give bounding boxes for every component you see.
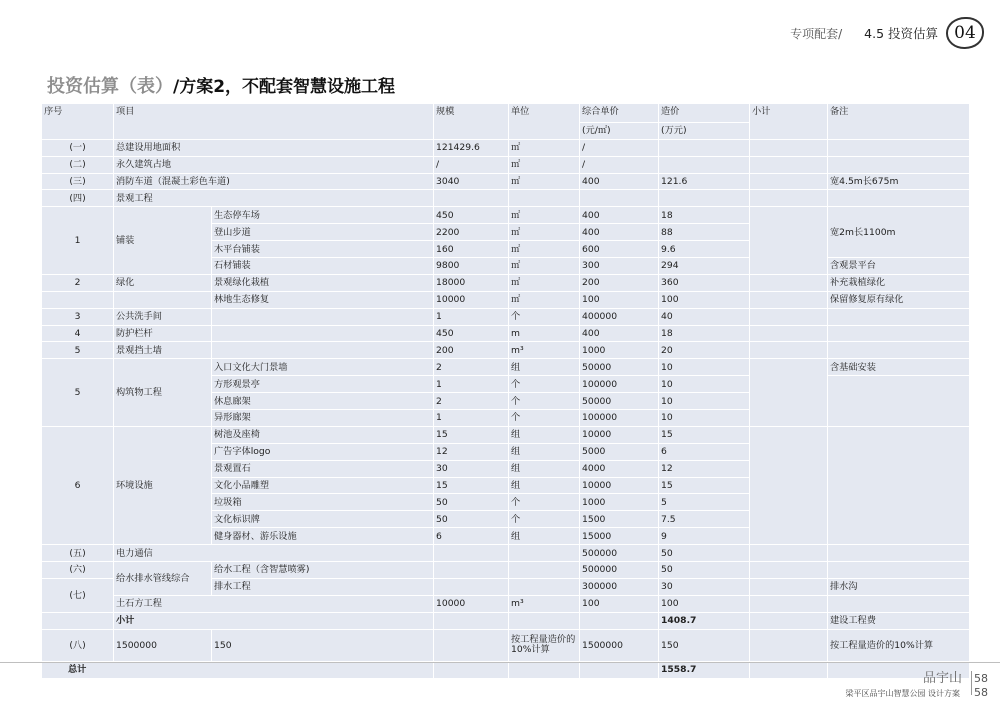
- cell-scale: 15: [434, 477, 509, 494]
- cell-scale: 450: [434, 207, 509, 224]
- cell-scale: 121429.6: [434, 139, 509, 156]
- cell-price: 600: [580, 241, 659, 258]
- cell-cost: 10: [659, 410, 750, 427]
- cell-scale: [434, 545, 509, 562]
- cell-subitem: 异形廊架: [212, 410, 434, 427]
- cell-unit: ㎡: [509, 224, 580, 241]
- cell-price: 100000: [580, 376, 659, 393]
- header-unit: 单位: [509, 104, 580, 140]
- cell-unit: [509, 562, 580, 579]
- cell-subtotal: [750, 190, 828, 207]
- table-row: [42, 562, 970, 579]
- cell-scale: 2200: [434, 224, 509, 241]
- cell-price: /: [580, 139, 659, 156]
- cell-subtotal: [750, 342, 828, 359]
- cell-price: 300000: [580, 578, 659, 595]
- cell-item: 给水排水管线综合: [114, 562, 212, 596]
- header-subtotal: 小计: [750, 104, 828, 140]
- cell-cost: 30: [659, 578, 750, 595]
- total-value: 1558.7: [659, 661, 750, 678]
- cell-item: 绿化: [114, 274, 212, 291]
- cell-unit: 个: [509, 511, 580, 528]
- cell-subitem: [212, 325, 434, 342]
- cell-price: 100: [580, 595, 659, 612]
- cell-remark: 含基础安装: [828, 359, 970, 376]
- cell-seq: (七): [42, 578, 114, 612]
- cell-price: 300: [580, 258, 659, 275]
- cell-subtotal: [750, 359, 828, 427]
- table-row: [42, 426, 970, 443]
- header-unit-price-unit: (元/㎡): [580, 122, 659, 139]
- cell-subitem: 健身器材、游乐设施: [212, 528, 434, 545]
- page-title: [47, 72, 395, 98]
- cell-unit: ㎡: [509, 241, 580, 258]
- cell-unit: ㎡: [509, 207, 580, 224]
- cell-cost: 20: [659, 342, 750, 359]
- cell-seq: 5: [42, 342, 114, 359]
- cell-subitem: 给水工程（含智慧喷雾): [212, 562, 434, 579]
- cell-subtotal: [750, 207, 828, 275]
- breadcrumb: 专项配套/: [790, 26, 843, 41]
- table-row: [42, 359, 970, 376]
- cell-seq: (八): [42, 629, 114, 661]
- cell-subtotal: [750, 426, 828, 544]
- cell-cost: 50: [659, 545, 750, 562]
- cell-item: 消防车道（混凝土彩色车道): [114, 173, 434, 190]
- cell-cost: 5: [659, 494, 750, 511]
- subtotal-row: [42, 612, 970, 629]
- cell-price: [580, 612, 659, 629]
- cell-price: 1000: [580, 494, 659, 511]
- total-row: [42, 661, 970, 678]
- cell-seq: 5: [42, 359, 114, 427]
- cell-scale: [434, 562, 509, 579]
- cell-unit: 组: [509, 443, 580, 460]
- cell-scale: 1: [434, 376, 509, 393]
- cell-seq: 4: [42, 325, 114, 342]
- cell-item: [114, 291, 212, 308]
- cell-scale: [434, 612, 509, 629]
- cell-remark: 宽4.5m长675m: [828, 173, 970, 190]
- cell-scale: 450: [434, 325, 509, 342]
- cell-subtotal: [750, 325, 828, 342]
- cell-subitem: 石材铺装: [212, 258, 434, 275]
- cell-subtotal: [750, 629, 828, 661]
- table-row: [42, 291, 970, 308]
- header-scale: 规模: [434, 104, 509, 140]
- header-cost: 造价: [659, 104, 750, 123]
- cell-unit: 个: [509, 494, 580, 511]
- cell-scale: 10000: [434, 291, 509, 308]
- subtotal-label: 小计: [114, 612, 434, 629]
- cell-cost: 88: [659, 224, 750, 241]
- cell-item: 景观挡土墙: [114, 342, 212, 359]
- cell-remark: 保留修复原有绿化: [828, 291, 970, 308]
- cell-cost: 12: [659, 460, 750, 477]
- cell-scale: 200: [434, 342, 509, 359]
- table-row: [42, 274, 970, 291]
- cell-seq: [42, 291, 114, 308]
- cell-scale: 2: [434, 359, 509, 376]
- cell-remark: [828, 562, 970, 579]
- cell-cost: 100: [659, 595, 750, 612]
- cell-subitem: 150: [212, 629, 434, 661]
- cell-subtotal: [750, 562, 828, 579]
- cell-seq: [42, 612, 114, 629]
- cell-price: 1500000: [580, 629, 659, 661]
- title-sub: /方案2，不配套智慧设施工程: [173, 77, 396, 97]
- cell-remark: [828, 139, 970, 156]
- chapter-badge: 04: [946, 17, 984, 49]
- cell-scale: [434, 661, 509, 678]
- cell-seq: (二): [42, 156, 114, 173]
- cell-price: 10000: [580, 426, 659, 443]
- cell-subitem: 方形观景亭: [212, 376, 434, 393]
- cell-price: 50000: [580, 393, 659, 410]
- cell-seq: (一): [42, 139, 114, 156]
- top-header: [790, 18, 984, 48]
- header-item: 项目: [114, 104, 434, 140]
- cell-unit: 组: [509, 477, 580, 494]
- cell-unit: 组: [509, 528, 580, 545]
- page-number: 58: [974, 672, 988, 685]
- table-row: [42, 629, 970, 661]
- cell-remark: [828, 190, 970, 207]
- cell-remark: 含观景平台: [828, 258, 970, 275]
- cell-subitem: 木平台铺装: [212, 241, 434, 258]
- footer-divider: [0, 662, 1000, 663]
- cell-scale: 12: [434, 443, 509, 460]
- cell-remark: 按工程量造价的10%计算: [828, 629, 970, 661]
- cell-subitem: 入口文化大门景墙: [212, 359, 434, 376]
- cell-seq: (三): [42, 173, 114, 190]
- cell-cost: 100: [659, 291, 750, 308]
- cell-cost: 7.5: [659, 511, 750, 528]
- cell-unit: m³: [509, 595, 580, 612]
- cell-unit: [509, 661, 580, 678]
- cell-price: 100: [580, 291, 659, 308]
- cell-price: 15000: [580, 528, 659, 545]
- cell-price: 10000: [580, 477, 659, 494]
- cell-subtotal: [750, 308, 828, 325]
- cell-seq: 6: [42, 426, 114, 544]
- cell-subtotal: [750, 612, 828, 629]
- cell-item: 铺装: [114, 207, 212, 275]
- cell-subtotal: [750, 661, 828, 678]
- cell-item: 构筑物工程: [114, 359, 212, 427]
- cell-cost: 121.6: [659, 173, 750, 190]
- cell-item: 总建设用地面积: [114, 139, 434, 156]
- total-label: 总计: [42, 661, 434, 678]
- cell-cost: 15: [659, 426, 750, 443]
- table-row: [42, 173, 970, 190]
- cell-price: /: [580, 156, 659, 173]
- cell-item: 1500000: [114, 629, 212, 661]
- cell-unit: ㎡: [509, 258, 580, 275]
- cell-scale: 30: [434, 460, 509, 477]
- cell-scale: 50: [434, 511, 509, 528]
- cell-price: 50000: [580, 359, 659, 376]
- cell-remark: [828, 342, 970, 359]
- table-header-row: [42, 104, 970, 123]
- cell-scale: 6: [434, 528, 509, 545]
- cell-scale: [434, 190, 509, 207]
- cell-unit: 组: [509, 359, 580, 376]
- cell-seq: 2: [42, 274, 114, 291]
- cell-remark: [828, 156, 970, 173]
- table-row: [42, 545, 970, 562]
- cell-subitem: 景观绿化栽植: [212, 274, 434, 291]
- footer-brand: 品宇山: [922, 671, 962, 686]
- cell-cost: [659, 190, 750, 207]
- cell-unit: 按工程量造价的10%计算: [509, 629, 580, 661]
- table-row: [42, 156, 970, 173]
- cell-subitem: 林地生态修复: [212, 291, 434, 308]
- cell-seq: 3: [42, 308, 114, 325]
- cell-cost: 50: [659, 562, 750, 579]
- cell-cost: 18: [659, 207, 750, 224]
- cell-subtotal: [750, 173, 828, 190]
- cell-seq: (五): [42, 545, 114, 562]
- cell-scale: 3040: [434, 173, 509, 190]
- cell-scale: [434, 629, 509, 661]
- cell-scale: [434, 578, 509, 595]
- header-unit-price: 综合单价: [580, 104, 659, 123]
- cell-scale: 9800: [434, 258, 509, 275]
- cell-subitem: 广告字体logo: [212, 443, 434, 460]
- cell-remark: [828, 376, 970, 427]
- cell-unit: [509, 545, 580, 562]
- section-title: 4.5 投资估算: [864, 26, 938, 41]
- header-remark: 备注: [828, 104, 970, 140]
- cell-subitem: 景观置石: [212, 460, 434, 477]
- cell-subitem: [212, 308, 434, 325]
- cell-cost: 10: [659, 359, 750, 376]
- investment-table: [41, 103, 970, 679]
- cell-scale: 160: [434, 241, 509, 258]
- cell-scale: 2: [434, 393, 509, 410]
- header-cost-unit: (万元): [659, 122, 750, 139]
- cell-cost: 10: [659, 376, 750, 393]
- cell-remark: 排水沟: [828, 578, 970, 595]
- cell-seq: 1: [42, 207, 114, 275]
- footer-project-name: 梁平区品宇山智慧公园 设计方案: [845, 689, 960, 698]
- cell-remark: 建设工程费: [828, 612, 970, 629]
- cell-price: 400: [580, 173, 659, 190]
- cell-seq: (四): [42, 190, 114, 207]
- footer-separator: [971, 671, 972, 695]
- cell-cost: 9: [659, 528, 750, 545]
- cell-price: 200: [580, 274, 659, 291]
- cell-item: 防护栏杆: [114, 325, 212, 342]
- cell-unit: 组: [509, 460, 580, 477]
- cell-unit: m: [509, 325, 580, 342]
- cell-cost: 294: [659, 258, 750, 275]
- cell-scale: 1: [434, 308, 509, 325]
- cell-unit: m³: [509, 342, 580, 359]
- cell-scale: 10000: [434, 595, 509, 612]
- cell-cost: 6: [659, 443, 750, 460]
- cell-price: 400: [580, 224, 659, 241]
- cell-price: 100000: [580, 410, 659, 427]
- cell-subtotal: [750, 545, 828, 562]
- page-number-secondary: 58: [974, 686, 988, 699]
- cell-unit: 个: [509, 376, 580, 393]
- cell-subtotal: [750, 578, 828, 595]
- table-row: [42, 308, 970, 325]
- cell-price: 400000: [580, 308, 659, 325]
- cell-unit: [509, 612, 580, 629]
- cell-cost: 360: [659, 274, 750, 291]
- subtotal-value: 1408.7: [659, 612, 750, 629]
- cell-unit: [509, 190, 580, 207]
- cell-remark: 补充栽植绿化: [828, 274, 970, 291]
- header-seq: 序号: [42, 104, 114, 140]
- cell-subitem: 排水工程: [212, 578, 434, 595]
- cell-cost: 18: [659, 325, 750, 342]
- cell-item: 永久建筑占地: [114, 156, 434, 173]
- cell-price: 500000: [580, 545, 659, 562]
- cell-remark: [828, 325, 970, 342]
- cell-unit: ㎡: [509, 291, 580, 308]
- cell-scale: 1: [434, 410, 509, 427]
- cell-unit: ㎡: [509, 274, 580, 291]
- cell-cost: 15: [659, 477, 750, 494]
- cell-unit: 个: [509, 410, 580, 427]
- cell-unit: [509, 578, 580, 595]
- cell-unit: ㎡: [509, 139, 580, 156]
- cell-cost: [659, 139, 750, 156]
- cell-unit: 个: [509, 393, 580, 410]
- cell-cost: 150: [659, 629, 750, 661]
- cell-subitem: 生态停车场: [212, 207, 434, 224]
- cell-subtotal: [750, 291, 828, 308]
- cell-subtotal: [750, 139, 828, 156]
- cell-item: 公共洗手间: [114, 308, 212, 325]
- table-row: [42, 342, 970, 359]
- cell-remark: [828, 595, 970, 612]
- title-main: 投资估算（表）: [47, 76, 173, 97]
- cell-price: 4000: [580, 460, 659, 477]
- cell-subitem: 树池及座椅: [212, 426, 434, 443]
- cell-remark: 宽2m长1100m: [828, 207, 970, 258]
- cell-cost: 40: [659, 308, 750, 325]
- cell-price: [580, 661, 659, 678]
- cell-price: [580, 190, 659, 207]
- cell-remark: [828, 308, 970, 325]
- cell-seq: (六): [42, 562, 114, 579]
- cell-scale: 18000: [434, 274, 509, 291]
- cell-price: 400: [580, 207, 659, 224]
- cell-cost: 9.6: [659, 241, 750, 258]
- cell-price: 1000: [580, 342, 659, 359]
- cell-subitem: 文化小品雕塑: [212, 477, 434, 494]
- cell-subitem: 文化标识牌: [212, 511, 434, 528]
- cell-subtotal: [750, 595, 828, 612]
- cell-scale: /: [434, 156, 509, 173]
- cell-item: 景观工程: [114, 190, 434, 207]
- cell-item: 电力通信: [114, 545, 434, 562]
- cell-subitem: 登山步道: [212, 224, 434, 241]
- table-row: [42, 325, 970, 342]
- cell-unit: 个: [509, 308, 580, 325]
- table-row: [42, 139, 970, 156]
- cell-price: 400: [580, 325, 659, 342]
- cell-unit: ㎡: [509, 173, 580, 190]
- table-row: [42, 595, 970, 612]
- cell-unit: 组: [509, 426, 580, 443]
- cell-price: 5000: [580, 443, 659, 460]
- cell-item: 土石方工程: [114, 595, 434, 612]
- table-row: [42, 190, 970, 207]
- cell-item: 环境设施: [114, 426, 212, 544]
- cell-price: 500000: [580, 562, 659, 579]
- cell-remark: [828, 545, 970, 562]
- cell-subitem: 垃圾箱: [212, 494, 434, 511]
- cell-scale: 15: [434, 426, 509, 443]
- table-row: [42, 207, 970, 224]
- cell-price: 1500: [580, 511, 659, 528]
- cell-subtotal: [750, 156, 828, 173]
- cell-cost: 10: [659, 393, 750, 410]
- cell-remark: [828, 426, 970, 544]
- cell-scale: 50: [434, 494, 509, 511]
- cell-subitem: 休息廊架: [212, 393, 434, 410]
- cell-cost: [659, 156, 750, 173]
- cell-subitem: [212, 342, 434, 359]
- cell-unit: ㎡: [509, 156, 580, 173]
- cell-subtotal: [750, 274, 828, 291]
